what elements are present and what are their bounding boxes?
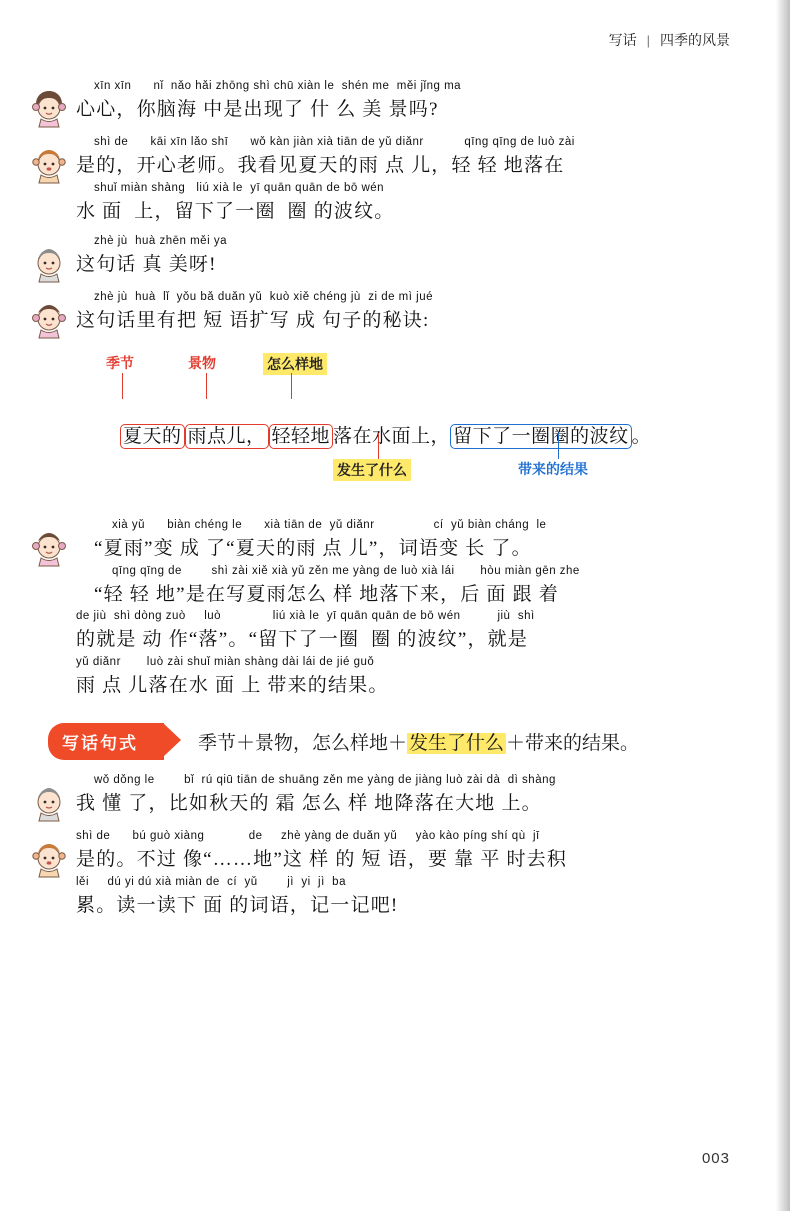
hanzi-line: 是的。不过 像“……地”这 样 的 短 语，要 靠 平 时去积 bbox=[76, 849, 568, 871]
pinyin-line: zhè jù huà lǐ yǒu bǎ duǎn yǔ kuò xiě chéng jù zi de mì jué bbox=[94, 291, 433, 304]
avatar-column bbox=[30, 828, 76, 878]
writing-pattern-banner bbox=[48, 723, 730, 760]
diagram-tag-scenery: 景物 bbox=[188, 355, 216, 372]
sentence-structure-diagram bbox=[78, 353, 730, 513]
hanzi-line: 的就是 动 作“落”。“留下了一圈 圈 的波纹”，就是 bbox=[76, 629, 529, 651]
header-topic-label: 四季的风景 bbox=[660, 32, 730, 48]
banner-pattern-text bbox=[198, 728, 639, 755]
pinyin-line: zhè jù huà zhēn měi ya bbox=[94, 235, 227, 248]
avatar-column bbox=[30, 78, 76, 128]
pinyin-line: shì de bú guò xiàng de zhè yàng de duǎn yǔ yào kào píng shí qù jī bbox=[76, 830, 540, 843]
avatar-boy-gray-icon bbox=[30, 243, 68, 283]
hanzi-line: 雨 点 儿落在水 面 上 带来的结果。 bbox=[76, 674, 389, 696]
speech-bubble bbox=[76, 828, 730, 921]
avatar-boy-gray-icon bbox=[30, 782, 68, 822]
diagram-tag-result: 带来的结果 bbox=[518, 461, 588, 478]
dialogue-row bbox=[30, 828, 730, 921]
speech-bubble bbox=[76, 289, 730, 337]
diagram-tag-manner: 怎么样地 bbox=[263, 353, 327, 375]
text-line bbox=[76, 565, 730, 609]
header-separator: | bbox=[646, 32, 650, 48]
hanzi-line: “夏雨”变 成 了“夏天的雨 点 儿”，词语变 长 了。 bbox=[94, 538, 532, 560]
dialogue-row bbox=[30, 78, 730, 128]
dialogue-row bbox=[30, 289, 730, 339]
hanzi-line: “轻 轻 地”是在写夏雨怎么 样 地落下来，后 面 跟 着 bbox=[94, 583, 559, 605]
page-number: 003 bbox=[701, 1150, 730, 1167]
pinyin-line: de jiù shì dòng zuò luò liú xià le yī quān quān de bō wén jiù shì bbox=[76, 610, 535, 623]
text-line bbox=[76, 830, 730, 874]
sentence-part-scenery: 雨点儿， bbox=[185, 424, 269, 449]
pinyin-line: shì de kāi xīn lǎo shī wǒ kàn jiàn xià tiān de yǔ diǎnr qīng qīng de luò zài bbox=[94, 136, 575, 148]
text-line bbox=[76, 235, 730, 279]
dialogue-row bbox=[30, 233, 730, 283]
lesson-content bbox=[30, 78, 730, 927]
connector-what-happened bbox=[378, 433, 379, 459]
hanzi-line: 这句话里有把 短 语扩写 成 句子的秘诀: bbox=[76, 310, 430, 332]
pattern-part-3: ＋带来的结果。 bbox=[506, 733, 640, 755]
hanzi-line: 这句话 真 美呀! bbox=[76, 254, 217, 276]
speech-bubble bbox=[76, 517, 730, 701]
pattern-part-highlight: 发生了什么 bbox=[409, 733, 505, 755]
text-line bbox=[76, 519, 730, 563]
explanation-row bbox=[30, 517, 730, 701]
sentence-part-period: 。 bbox=[631, 426, 652, 448]
sentence-part-action: 落在水面上， bbox=[333, 426, 451, 448]
connector-scenery bbox=[206, 373, 207, 399]
connector-result bbox=[558, 433, 559, 459]
text-line bbox=[76, 876, 730, 920]
text-line bbox=[76, 774, 730, 818]
pinyin-line: qīng qīng de shì zài xiě xià yǔ zěn me yàng de luò xià lái hòu miàn gēn zhe bbox=[112, 564, 580, 577]
avatar-girl-pink-icon bbox=[30, 299, 68, 339]
hanzi-line: 是的，开心老师。我看见夏天的雨 点 儿，轻 轻 地落在 bbox=[76, 155, 565, 176]
diagram-tag-season: 季节 bbox=[106, 355, 134, 372]
dialogue-row bbox=[30, 772, 730, 822]
connector-season bbox=[122, 373, 123, 399]
banner-label: 写话句式 bbox=[48, 723, 164, 760]
speech-bubble bbox=[76, 78, 730, 126]
page-edge-shadow bbox=[776, 0, 790, 1211]
sentence-part-manner: 轻轻地 bbox=[269, 424, 334, 449]
pinyin-line: shuǐ miàn shàng liú xià le yī quān quān de bō wén bbox=[94, 181, 385, 194]
speech-bubble bbox=[76, 134, 730, 227]
text-line bbox=[76, 291, 730, 335]
sentence-part-result: 留下了一圈圈的波纹 bbox=[450, 424, 632, 449]
text-line bbox=[76, 182, 730, 226]
diagram-tag-what-happened: 发生了什么 bbox=[333, 459, 411, 481]
avatar-column bbox=[30, 134, 76, 184]
avatar-column bbox=[30, 233, 76, 283]
avatar-column bbox=[30, 289, 76, 339]
dialogue-row bbox=[30, 134, 730, 227]
pinyin-line: xià yǔ biàn chéng le xià tiān de yǔ diǎnr cí yǔ biàn cháng le bbox=[112, 519, 547, 532]
pattern-part-1: 季节＋景物，怎么样地＋ bbox=[198, 733, 408, 755]
pinyin-line: xīn xīn nǐ nǎo hǎi zhōng shì chū xiàn le shén me měi jǐng ma bbox=[94, 80, 462, 92]
speech-bubble bbox=[76, 772, 730, 820]
hanzi-line: 我 懂 了，比如秋天的 霜 怎么 样 地降落在大地 上。 bbox=[76, 793, 542, 815]
pinyin-line: wǒ dǒng le bǐ rú qiū tiān de shuāng zěn me yàng de jiàng luò zài dà dì shàng bbox=[94, 774, 556, 787]
avatar-girl-orange-icon bbox=[30, 838, 68, 878]
connector-manner bbox=[291, 373, 292, 399]
text-line bbox=[76, 80, 730, 124]
text-line bbox=[76, 656, 730, 700]
text-line bbox=[76, 610, 730, 654]
avatar-girl-orange-icon bbox=[30, 144, 68, 184]
speech-bubble bbox=[76, 233, 730, 281]
pinyin-line: lěi dú yi dú xià miàn de cí yǔ jì yi jì ba bbox=[76, 875, 346, 888]
avatar-girl-pink-icon bbox=[30, 88, 68, 128]
pinyin-line: yǔ diǎnr luò zài shuǐ miàn shàng dài lái de jié guǒ bbox=[76, 655, 375, 668]
avatar-girl-pink-icon bbox=[30, 527, 68, 567]
hanzi-line: 心心，你脑海 中是出现了 什 么 美 景吗? bbox=[76, 99, 439, 120]
running-header bbox=[609, 30, 730, 50]
header-section-label: 写话 bbox=[608, 32, 637, 48]
avatar-column bbox=[30, 517, 76, 567]
sentence-part-season: 夏天的 bbox=[120, 424, 185, 449]
avatar-column bbox=[30, 772, 76, 822]
hanzi-line: 累。读一读下 面 的词语，记一记吧! bbox=[76, 894, 399, 916]
text-line bbox=[76, 136, 730, 180]
hanzi-line: 水 面 上，留下了一圈 圈 的波纹。 bbox=[76, 200, 395, 222]
